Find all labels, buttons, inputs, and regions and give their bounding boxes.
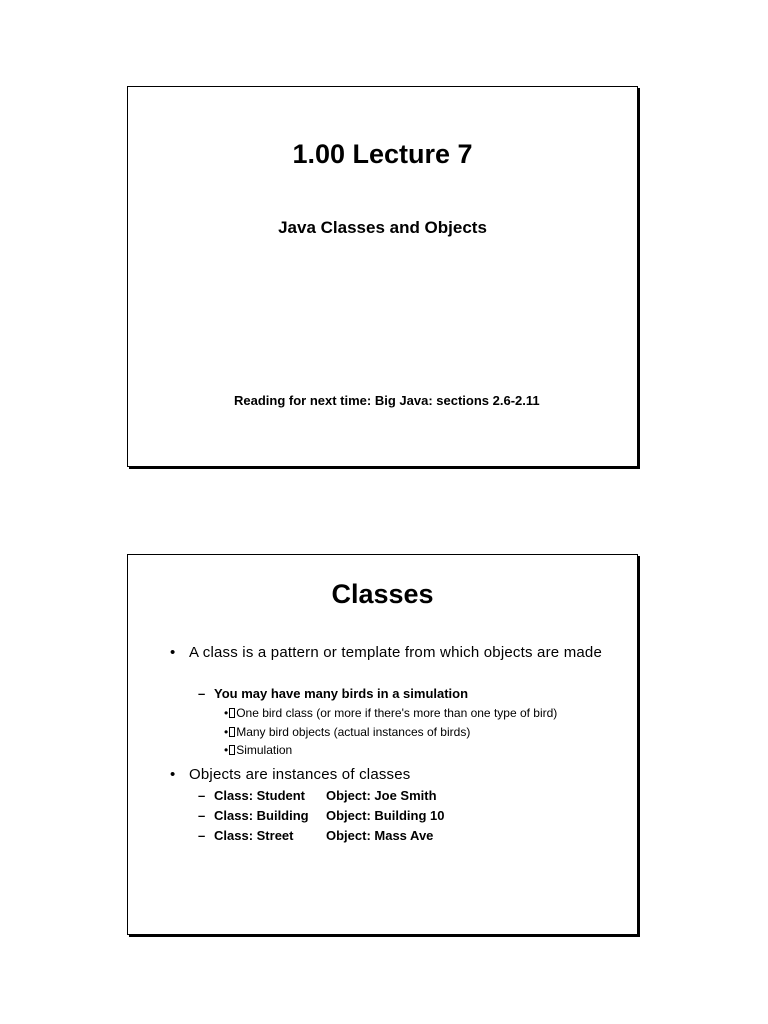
- list-item-text: One bird class (or more if there's more than one type of bird): [236, 706, 558, 720]
- bullet-marker: •: [170, 766, 176, 783]
- lecture-subtitle: Java Classes and Objects: [278, 218, 487, 237]
- slide-title: Classes: [331, 579, 434, 609]
- missing-glyph-icon: [229, 727, 235, 737]
- list-item: [224, 743, 292, 758]
- dash-marker: –: [198, 828, 206, 843]
- class-object-row: [198, 788, 437, 804]
- bullet-marker: •: [170, 644, 176, 661]
- class-name: Class: Building: [214, 808, 309, 823]
- lecture-title: 1.00 Lecture 7: [292, 139, 473, 169]
- list-item-text: Many bird objects (actual instances of birds): [236, 725, 471, 739]
- slide-title-page: [127, 86, 638, 467]
- bullet-text: Objects are instances of classes: [189, 766, 411, 783]
- list-item: [224, 706, 557, 721]
- sub-bullet-birds: [198, 686, 468, 702]
- class-object-row: [198, 808, 444, 824]
- list-item-text: Simulation: [236, 743, 293, 757]
- bullet-objects-instances: [170, 764, 610, 785]
- class-name: Class: Student: [214, 788, 306, 803]
- object-name: Object: Building 10: [326, 808, 445, 823]
- missing-glyph-icon: [229, 708, 235, 718]
- bullet-class-definition: [170, 642, 610, 663]
- missing-glyph-icon: [229, 745, 235, 755]
- object-name: Object: Mass Ave: [326, 828, 434, 843]
- sub-bullet-marker: •: [224, 706, 229, 720]
- bullet-text: A class is a pattern or template from which objects are made: [189, 644, 603, 661]
- sub-bullet-marker: •: [224, 725, 229, 739]
- slide-classes: [127, 554, 638, 935]
- class-name: Class: Street: [214, 828, 294, 843]
- class-object-row: [198, 828, 433, 844]
- reading-assignment: Reading for next time: Big Java: sections 2.6-2.11: [234, 393, 540, 408]
- object-name: Object: Joe Smith: [326, 788, 437, 803]
- dash-marker: –: [198, 808, 206, 823]
- sub-bullet-text: You may have many birds in a simulation: [214, 686, 469, 701]
- dash-marker: –: [198, 686, 206, 701]
- sub-bullet-marker: •: [224, 743, 229, 757]
- list-item: [224, 725, 470, 740]
- dash-marker: –: [198, 788, 206, 803]
